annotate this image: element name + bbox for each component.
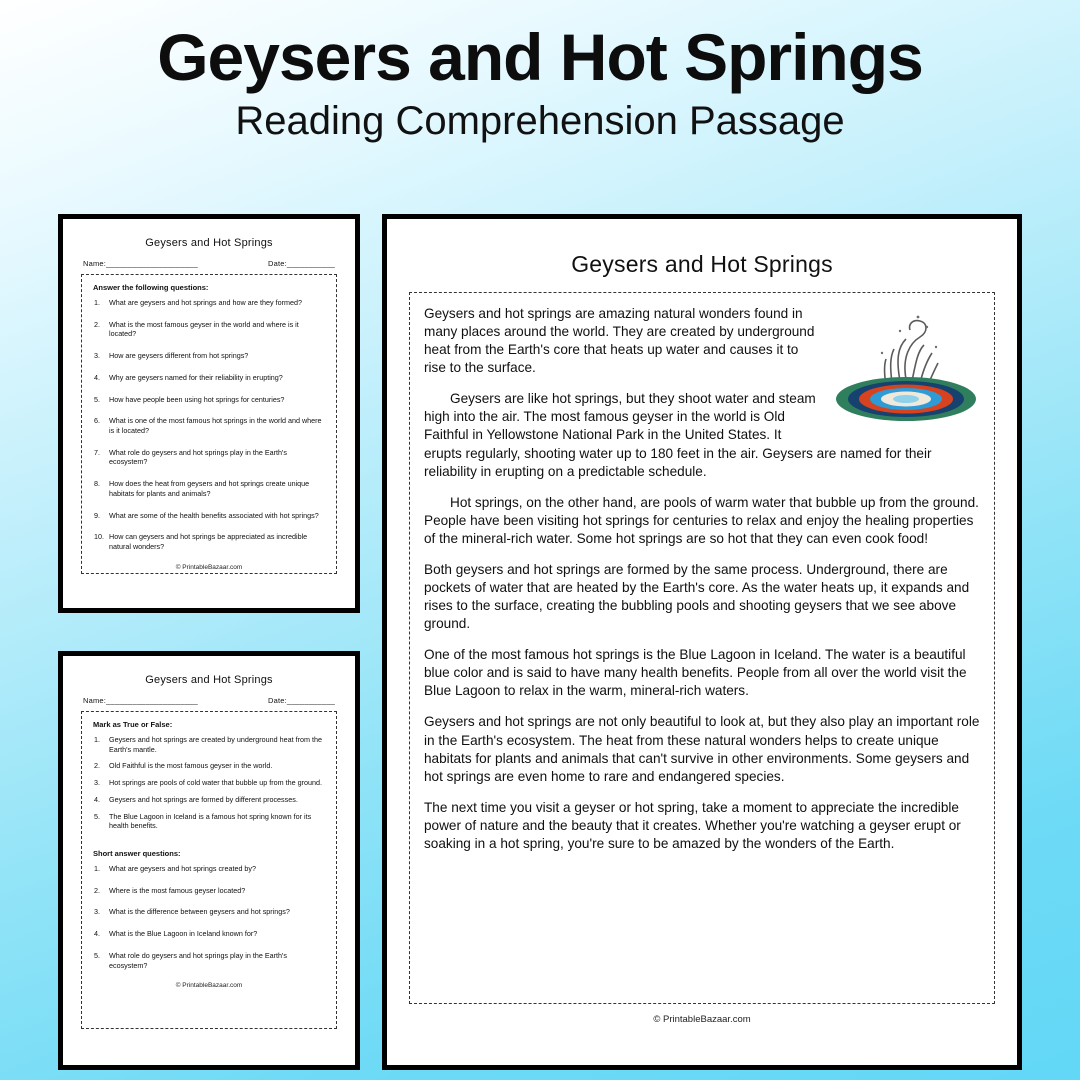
list-item: What role do geysers and hot springs play in the Earth's ecosystem? bbox=[109, 950, 287, 970]
page-title: Geysers and Hot Springs bbox=[157, 20, 923, 94]
passage-paragraph-1: Geysers and hot springs are amazing natural wonders found in many places around the world. They are created by underground heat from the Earth's core that heats up water and causes it to rise to the surface. bbox=[424, 306, 815, 376]
shortanswer-section-heading: Short answer questions: bbox=[93, 849, 181, 859]
truefalse-dashed-box bbox=[81, 711, 337, 1029]
list-item: The Blue Lagoon in Iceland is a famous hot spring known for its health benefits. bbox=[109, 811, 312, 831]
name-date-row bbox=[83, 259, 335, 268]
list-item: How can geysers and hot springs be appreciated as incredible natural wonders? bbox=[109, 532, 308, 552]
passage-paragraph-4: Both geysers and hot springs are formed by the same process. Underground, there are pockets of water that are heated by the Earth's core. As the water heats up, it expands and rises to the surface, creating the bubbling pools and shooting geysers that we see above ground. bbox=[424, 561, 970, 632]
passage-page[interactable] bbox=[382, 214, 1022, 1070]
worksheet-questions-title: Geysers and Hot Springs bbox=[145, 237, 273, 249]
list-item: Hot springs are pools of cold water that bubble up from the ground. bbox=[109, 778, 322, 788]
truefalse-section-heading: Mark as True or False: bbox=[93, 720, 173, 729]
list-item: What are geysers and hot springs and how are they formed? bbox=[109, 298, 302, 307]
shortanswer-list bbox=[91, 864, 327, 970]
questions-dashed-box bbox=[81, 274, 337, 574]
passage-paragraph-5: One of the most famous hot springs is the Blue Lagoon in Iceland. The water is a beautiful blue color and is said to have many health benefits. People from all over the world visit the Blue Lagoon to relax in the warm, mineral-rich waters. bbox=[424, 647, 967, 699]
date-field-label: Date:___________ bbox=[267, 259, 335, 268]
question-list bbox=[91, 298, 327, 552]
worksheet-preview-area bbox=[0, 208, 1080, 1080]
list-item: What is the Blue Lagoon in Iceland known for? bbox=[109, 929, 258, 939]
credit-line: © PrintableBazaar.com bbox=[653, 1014, 751, 1025]
list-item: Geysers and hot springs are created by underground heat from the Earth's mantle. bbox=[109, 735, 322, 754]
passage-paragraph-7: The next time you visit a geyser or hot spring, take a moment to appreciate the incredible power of nature and the beauty that it creates. Whether you're watching a geyser erupt or soaking in a hot spring, you're sure to be amazed by the wonders of the Earth. bbox=[424, 799, 961, 851]
credit-line: © PrintableBazaar.com bbox=[175, 563, 243, 571]
list-item: Where is the most famous geyser located? bbox=[109, 885, 246, 895]
name-field-label: Name:_____________________ bbox=[83, 259, 198, 268]
list-item: What are geysers and hot springs created by? bbox=[109, 864, 257, 874]
name-date-row bbox=[83, 696, 335, 705]
list-item: What is one of the most famous hot springs in the world and where is it located? bbox=[109, 416, 322, 436]
name-field-label: Name:_____________________ bbox=[83, 696, 198, 705]
list-item: How have people been using hot springs for centuries? bbox=[109, 394, 285, 404]
list-item: How are geysers different from hot springs? bbox=[109, 351, 249, 361]
list-item: Geysers and hot springs are formed by different processes. bbox=[109, 794, 298, 804]
list-item: Old Faithful is the most famous geyser in the world. bbox=[109, 761, 273, 771]
worksheet-page-truefalse[interactable] bbox=[58, 651, 360, 1070]
page-header bbox=[0, 0, 1080, 143]
geyser-illustration bbox=[832, 307, 980, 425]
passage-dashed-box bbox=[409, 292, 995, 1004]
list-item: How does the heat from geysers and hot springs create unique habitats for plants and animals? bbox=[109, 479, 310, 498]
list-item: What is the most famous geyser in the world and where is it located? bbox=[109, 319, 299, 339]
passage-paragraph-3: Hot springs, on the other hand, are pools of warm water that bubble up from the ground. People have been visiting hot springs for centuries to relax and enjoy the healing properties of the mineral-rich water. Some hot springs are so hot that they can even cook food! bbox=[424, 494, 979, 546]
worksheet-page-questions[interactable] bbox=[58, 214, 360, 613]
truefalse-list bbox=[91, 735, 327, 831]
passage-paragraph-6: Geysers and hot springs are not only beautiful to look at, but they also play an important role in the Earth's ecosystem. The heat from these natural wonders helps to create unique habitats for plants and animals that can't survive in other environments. Some geysers and hot springs are even home to rare and endangered species. bbox=[424, 714, 980, 784]
list-item: What are some of the health benefits associated with hot springs? bbox=[109, 510, 319, 520]
list-item: Why are geysers named for their reliability in erupting? bbox=[109, 372, 283, 382]
questions-section-heading: Answer the following questions: bbox=[93, 283, 209, 292]
credit-line: © PrintableBazaar.com bbox=[175, 982, 243, 990]
passage-title: Geysers and Hot Springs bbox=[571, 251, 833, 277]
worksheet-truefalse-title: Geysers and Hot Springs bbox=[145, 674, 273, 686]
passage-paragraph-2: Geysers are like hot springs, but they shoot water and steam high into the air. The most famous geyser in the world is Old Faithful in Yellowstone National Park in the United States. It erupts regularly, shooting water up to 180 feet in the air. Geysers are named for their reliability in erupting on a predictable schedule. bbox=[424, 391, 932, 479]
list-item: What is the difference between geysers and hot springs? bbox=[109, 907, 290, 917]
list-item: What role do geysers and hot springs play in the Earth's ecosystem? bbox=[109, 447, 287, 467]
page-subtitle: Reading Comprehension Passage bbox=[235, 99, 845, 144]
date-field-label: Date:___________ bbox=[267, 696, 335, 705]
